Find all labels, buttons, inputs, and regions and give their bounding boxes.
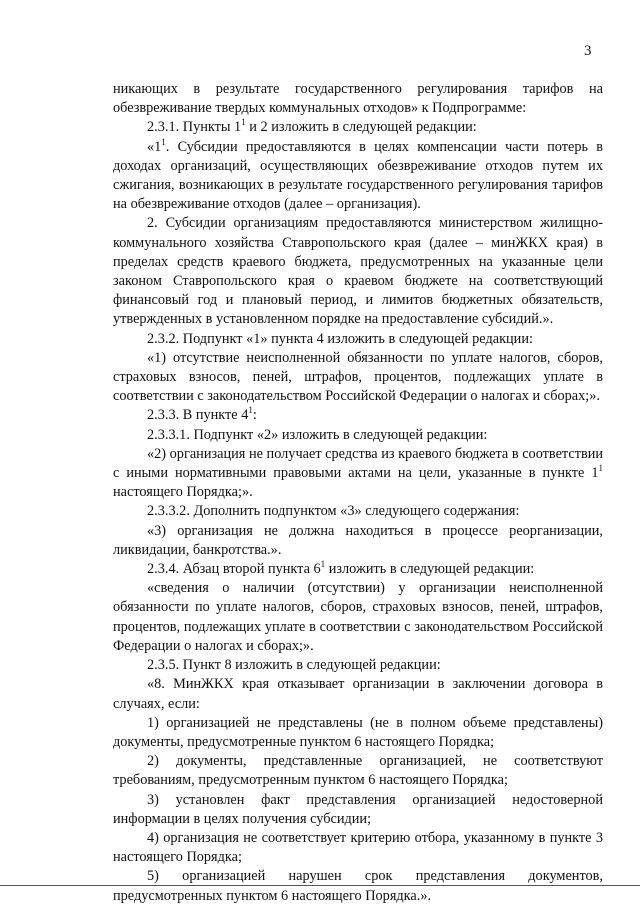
paragraph-refusal-4: 4) организация не соответствует критерию отбора, указанному в пункте 3 настоящего Порядка;	[113, 829, 603, 866]
paragraph-clause-8: «8. МинЖКХ края отказывает организации в заключении договора в случаях, если:	[113, 676, 603, 712]
paragraph-2-3-3: 2.3.3. В пункте $4^1$:	[147, 405, 257, 424]
document-body	[113, 80, 603, 906]
paragraph-2-3-5: 2.3.5. Пункт 8 изложить в следующей редакции:	[147, 657, 441, 674]
paragraph-2-3-3-2: 2.3.3.2. Дополнить подпунктом «3» следующего содержания:	[147, 503, 520, 520]
paragraph-continuation: никающих в результате государственного регулирования тарифов на обезвреживание твердых коммунальных отходов» к Подпрограмме:	[113, 81, 603, 117]
superscript: 1	[320, 559, 326, 570]
superscript: 1	[598, 463, 603, 474]
paragraph-2-3-2: 2.3.2. Подпункт «1» пункта 4 изложить в следующей редакции:	[147, 330, 533, 347]
page-number: 3	[584, 43, 592, 59]
paragraph-clause-2: 2. Субсидии организациям предоставляются министерством жилищно-коммунального хозяйства Ставропольского края (далее – минЖКХ края) в пределах средств краевого бюджета, предусмотренных на указанные цели законом Ставропольского края о краевом бюджете на соответствующий финансовый год и плановый период, и лимитов бюджетных обязательств, утвержденных в установленном порядке на предоставление субсидий.».	[113, 215, 603, 328]
superscript: 1	[161, 136, 166, 147]
paragraph-2-3-3-1: 2.3.3.1. Подпункт «2» изложить в следующей редакции:	[147, 426, 488, 443]
paragraph-refusal-5: 5) организацией нарушен срок представления документов, предусмотренных пунктом 6 настоящего Порядка.».	[113, 868, 603, 904]
paragraph-2-3-4: 2.3.4. Абзац второй пункта $6^1$ изложить в следующей редакции:	[147, 559, 535, 578]
paragraph-subclause-1: «1) отсутствие неисполненной обязанности по уплате налогов, сборов, страховых взносов, пеней, штрафов, процентов, подлежащих уплате в соответствии с законодательством Российской Федерации о налогах и сборах;».	[113, 349, 603, 405]
paragraph-subclause-2: «2) организация не получает средства из краевого бюджета в соответствии с иными нормативными правовыми актами на цели, указанные в пункте $1^1$ настоящего Порядка;».	[113, 445, 603, 501]
paragraph-refusal-3: 3) установлен факт представления организацией недостоверной информации в целях получения субсидии;	[113, 791, 603, 827]
bottom-divider	[0, 885, 640, 886]
superscript: 1	[241, 117, 246, 128]
paragraph-information: «сведения о наличии (отсутствии) у организации неисполненной обязанности по уплате налогов, сборов, страховых взносов, пеней, штрафов, процентов, подлежащих уплате в соответствии с законодательством Российской Федерации о налогах и сборах;».	[113, 580, 603, 654]
paragraph-refusal-2: 2) документы, представленные организацией, не соответствуют требованиям, предусмотренным пунктом 6 настоящего Порядка;	[113, 753, 603, 789]
paragraph-subclause-3: «3) организация не должна находиться в процессе реорганизации, ликвидации, банкротства.».	[113, 522, 603, 558]
paragraph-2-3-1: 2.3.1. Пункты $1^1$ и 2 изложить в следующей редакции:	[147, 117, 477, 136]
paragraph-refusal-1: 1) организацией не представлены (не в полном объеме представлены) документы, предусмотренные пунктом 6 настоящего Порядка;	[113, 714, 603, 750]
paragraph-clause-1-1: «$1^1$. Субсидии предоставляются в целях компенсации части потерь в доходах организаций, осуществляющих обезвреживание отходов путем их сжигания, возникающих в результате государственного регулирования тарифов на обезвреживание отходов (далее – организация).	[113, 136, 603, 213]
superscript: 1	[248, 405, 253, 416]
